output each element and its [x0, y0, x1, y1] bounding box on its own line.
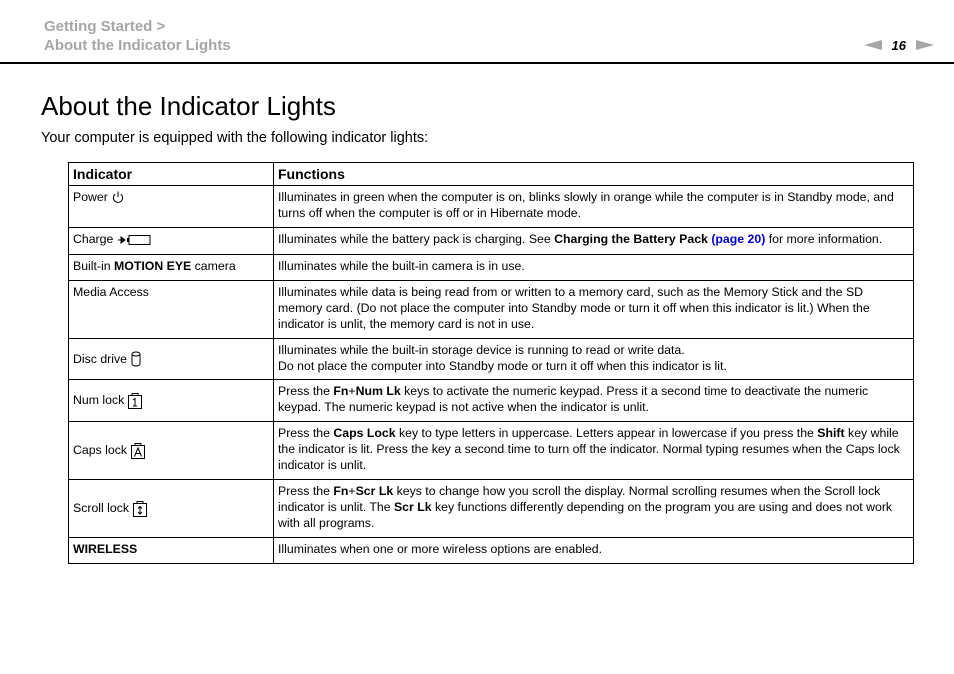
function-cell — [274, 339, 914, 380]
breadcrumb-getting-started[interactable]: Getting Started > — [44, 18, 166, 35]
function-cell: Illuminates when one or more wireless options are enabled. — [274, 538, 914, 564]
table-row-wireless — [69, 538, 914, 564]
function-cell: Illuminates while the built-in camera is in use. — [274, 255, 914, 281]
function-text: Press the — [278, 426, 334, 440]
column-header-functions: Functions — [274, 163, 914, 186]
indicator-cell: WIRELESS — [69, 538, 274, 564]
indicator-cell — [69, 339, 274, 380]
key-name: Fn — [333, 384, 349, 398]
function-text: keys to change how you scroll the display. Normal scrolling resumes when the Scroll lock indicator is unlit. The — [278, 484, 881, 514]
intro-text: Your computer is equipped with the following indicator lights: — [41, 130, 429, 146]
table-row-disc-drive — [69, 339, 914, 380]
function-text: Press the — [278, 484, 334, 498]
function-cell — [274, 228, 914, 255]
indicator-label: Scroll lock — [73, 500, 130, 515]
key-name: Scr Lk — [393, 500, 432, 514]
key-plus: + — [348, 384, 356, 398]
next-page-icon[interactable] — [916, 40, 934, 50]
key-plus: + — [348, 484, 356, 498]
indicator-label: Num lock — [73, 392, 125, 407]
function-text: Illuminates while the built-in storage device is running to read or write data. — [278, 343, 685, 357]
function-text: key while the indicator is lit. Press the key a second time to turn off the indicator. Normal typing resumes when the Caps lock indicator is unlit. — [278, 426, 900, 472]
function-cell — [274, 380, 914, 422]
key-name: Fn — [333, 484, 349, 498]
function-cell — [274, 422, 914, 480]
table-row-num-lock — [69, 380, 914, 422]
table-row-power — [69, 186, 914, 228]
table-header-row — [69, 163, 914, 186]
disc-drive-icon — [131, 351, 141, 367]
table-row-charge — [69, 228, 914, 255]
key-name: Scr Lk — [355, 484, 394, 498]
indicator-cell — [69, 480, 274, 538]
table-row-caps-lock — [69, 422, 914, 480]
function-text: Press the — [278, 384, 334, 398]
indicator-label-bold: MOTION EYE — [114, 259, 192, 273]
function-text: keys to activate the numeric keypad. Press it a second time to deactivate the numeric keypad. The numeric keypad is not active when the indicator is unlit. — [278, 384, 869, 414]
page-number: 16 — [891, 37, 906, 53]
indicator-cell — [69, 380, 274, 422]
caps-lock-icon — [131, 442, 145, 459]
function-text: key functions differently depending on the program you are using and does not work with all programs. — [278, 500, 893, 530]
key-name: Caps Lock — [333, 426, 396, 440]
page-title: About the Indicator Lights — [41, 91, 336, 121]
indicator-cell — [69, 255, 274, 281]
indicator-label: Charge — [73, 232, 114, 246]
table-row-media-access — [69, 281, 914, 339]
breadcrumb — [44, 17, 231, 55]
header-divider — [0, 62, 954, 64]
indicator-table — [68, 162, 914, 564]
function-text: Illuminates while the battery pack is charging. See — [278, 232, 555, 246]
indicator-label: Power — [73, 190, 108, 204]
function-cell — [274, 480, 914, 538]
page-header — [0, 0, 954, 64]
indicator-label: camera — [191, 259, 236, 273]
table-row-camera — [69, 255, 914, 281]
function-text: key to type letters in uppercase. Letters appear in lowercase if you press the — [395, 426, 818, 440]
page-navigation — [864, 37, 934, 53]
indicator-cell — [69, 228, 274, 255]
battery-charge-icon — [117, 234, 151, 246]
key-name: Num Lk — [355, 384, 401, 398]
indicator-cell — [69, 186, 274, 228]
indicator-label: Built-in — [73, 259, 115, 273]
function-cell: Illuminates in green when the computer is on, blinks slowly in orange while the computer is in Standby mode, and turns off when the computer is off or in Hibernate mode. — [274, 186, 914, 228]
function-text: Do not place the computer into Standby mode or turn it off when this indicator is lit. — [278, 359, 727, 373]
page-link[interactable]: (page 20) — [711, 232, 766, 246]
num-lock-icon — [128, 392, 142, 409]
previous-page-icon[interactable] — [864, 40, 882, 50]
cross-reference-title: Charging the Battery Pack — [554, 232, 708, 246]
key-name: Shift — [817, 426, 845, 440]
indicator-cell — [69, 422, 274, 480]
function-cell: Illuminates while data is being read from or written to a memory card, such as the Memory Stick and the SD memory card. (Do not place the computer into Standby mode or turn it off when this indicator is lit.) When the indicator is unlit, the memory card is not in use. — [274, 281, 914, 339]
power-icon — [112, 191, 124, 204]
column-header-indicator: Indicator — [69, 163, 274, 186]
indicator-cell: Media Access — [69, 281, 274, 339]
breadcrumb-current[interactable]: About the Indicator Lights — [44, 37, 231, 54]
scroll-lock-icon — [133, 500, 147, 517]
table-row-scroll-lock — [69, 480, 914, 538]
indicator-label: Caps lock — [73, 442, 127, 457]
indicator-label: Disc drive — [73, 351, 127, 366]
function-text: for more information. — [765, 232, 883, 246]
